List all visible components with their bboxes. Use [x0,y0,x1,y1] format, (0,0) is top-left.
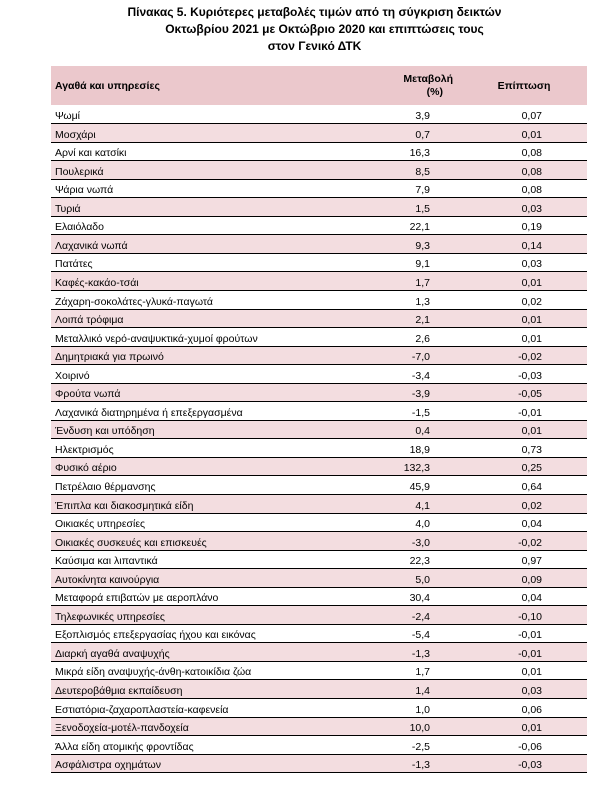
cell-change-percent: 132,3 [328,457,461,476]
cell-item-name: Λοιπά τρόφιμα [51,309,328,328]
cell-change-percent: 22,1 [328,216,461,235]
cell-impact: -0,01 [461,643,587,662]
cell-change-percent: -1,3 [328,643,461,662]
cell-impact: 0,73 [461,439,587,458]
table-row [51,457,587,476]
header-change-line-1: Μεταβολή [403,72,453,85]
table-row [51,105,587,124]
cell-item-name: Τηλεφωνικές υπηρεσίες [51,606,328,625]
table-row [51,420,587,439]
table-title-line-3: στον Γενικό ΔΤΚ [267,39,362,53]
cell-item-name: Άλλα είδη ατομικής φροντίδας [51,736,328,755]
cell-change-percent: -1,3 [328,754,461,773]
cell-item-name: Δημητριακά για πρωινό [51,346,328,365]
cell-change-percent: 5,0 [328,569,461,588]
cell-item-name: Ελαιόλαδο [51,216,328,235]
table-row [51,142,587,161]
cell-change-percent: 4,1 [328,494,461,513]
cell-impact: 0,08 [461,142,587,161]
cell-impact: 0,97 [461,550,587,569]
table-row [51,643,587,662]
cell-item-name: Εξοπλισμός επεξεργασίας ήχου και εικόνας [51,624,328,643]
cell-item-name: Μεταφορά επιβατών με αεροπλάνο [51,587,328,606]
table-row [51,569,587,588]
cell-impact: 0,01 [461,328,587,347]
table-row [51,253,587,272]
cell-impact: 0,04 [461,587,587,606]
cell-change-percent: 9,1 [328,253,461,272]
table-row [51,161,587,180]
cell-change-percent: 18,9 [328,439,461,458]
cell-item-name: Φρούτα νωπά [51,383,328,402]
cell-impact: -0,03 [461,365,587,384]
table-row [51,624,587,643]
cell-impact: 0,04 [461,513,587,532]
cell-impact: 0,06 [461,699,587,718]
cell-change-percent: -2,5 [328,736,461,755]
header-change-line-2: (%) [426,85,443,98]
cell-change-percent: 1,7 [328,661,461,680]
table-row [51,124,587,143]
cell-impact: 0,01 [461,309,587,328]
table-row [51,550,587,569]
table-row [51,272,587,291]
cell-item-name: Πετρέλαιο θέρμανσης [51,476,328,495]
cell-impact: -0,02 [461,532,587,551]
table-title-line-2: Οκτωβρίου 2021 με Οκτώβριο 2020 και επιπτώσεις τους [165,22,484,36]
cell-change-percent: 1,5 [328,198,461,217]
table-row [51,717,587,736]
table-title [0,4,609,55]
cell-item-name: Ξενοδοχεία-μοτέλ-πανδοχεία [51,717,328,736]
cell-impact: 0,25 [461,457,587,476]
cell-item-name: Μικρά είδη αναψυχής-άνθη-κατοικίδια ζώα [51,661,328,680]
cell-impact: 0,03 [461,198,587,217]
cell-change-percent: 2,6 [328,328,461,347]
cell-item-name: Πατάτες [51,253,328,272]
cell-change-percent: -3,9 [328,383,461,402]
cell-impact: 0,03 [461,680,587,699]
cell-item-name: Ασφάλιστρα οχημάτων [51,754,328,773]
cell-item-name: Οικιακές υπηρεσίες [51,513,328,532]
cell-change-percent: -3,0 [328,532,461,551]
cell-impact: -0,05 [461,383,587,402]
cell-item-name: Ένδυση και υπόδηση [51,420,328,439]
cell-impact: 0,09 [461,569,587,588]
table-row [51,606,587,625]
cell-change-percent: 2,1 [328,309,461,328]
cell-impact: -0,01 [461,402,587,421]
table-row [51,476,587,495]
table-row [51,661,587,680]
cell-item-name: Έπιπλα και διακοσμητικά είδη [51,494,328,513]
cell-item-name: Τυριά [51,198,328,217]
header-impact: Επίπτωση [497,79,551,92]
cell-change-percent: 0,4 [328,420,461,439]
table-row [51,754,587,773]
cell-item-name: Λαχανικά διατηρημένα ή επεξεργασμένα [51,402,328,421]
cell-item-name: Διαρκή αγαθά αναψυχής [51,643,328,662]
table-row [51,235,587,254]
cell-change-percent: 1,7 [328,272,461,291]
cell-impact: 0,01 [461,124,587,143]
cell-impact: 0,14 [461,235,587,254]
cell-item-name: Μοσχάρι [51,124,328,143]
cell-change-percent: 9,3 [328,235,461,254]
cell-change-percent: 1,3 [328,290,461,309]
cell-item-name: Αυτοκίνητα καινούργια [51,569,328,588]
cell-impact: 0,07 [461,105,587,124]
cell-impact: -0,02 [461,346,587,365]
cell-item-name: Πουλερικά [51,161,328,180]
table-body [51,105,587,773]
header-goods-services: Αγαθά και υπηρεσίες [55,79,160,92]
cell-change-percent: 7,9 [328,179,461,198]
table-row [51,699,587,718]
cell-change-percent: 30,4 [328,587,461,606]
table-row [51,402,587,421]
cell-impact: -0,01 [461,624,587,643]
cell-change-percent: -1,5 [328,402,461,421]
cell-impact: 0,01 [461,272,587,291]
cell-impact: 0,08 [461,179,587,198]
cell-item-name: Δευτεροβάθμια εκπαίδευση [51,680,328,699]
table-row [51,346,587,365]
cell-change-percent: 3,9 [328,105,461,124]
cell-item-name: Καύσιμα και λιπαντικά [51,550,328,569]
cell-change-percent: 8,5 [328,161,461,180]
table-row [51,439,587,458]
table-row [51,680,587,699]
cell-impact: 0,02 [461,290,587,309]
cell-change-percent: 1,0 [328,699,461,718]
cell-item-name: Φυσικό αέριο [51,457,328,476]
table-row [51,365,587,384]
cell-item-name: Ψάρια νωπά [51,179,328,198]
table-row [51,736,587,755]
cell-item-name: Ψωμί [51,105,328,124]
cell-item-name: Οικιακές συσκευές και επισκευές [51,532,328,551]
table-header-row [51,66,587,105]
cell-impact: -0,06 [461,736,587,755]
cell-impact: 0,08 [461,161,587,180]
table-row [51,494,587,513]
cell-change-percent: 22,3 [328,550,461,569]
cell-impact: 0,02 [461,494,587,513]
cell-change-percent: 1,4 [328,680,461,699]
cell-item-name: Λαχανικά νωπά [51,235,328,254]
cell-impact: 0,01 [461,420,587,439]
header-change [328,66,461,105]
cell-item-name: Ζάχαρη-σοκολάτες-γλυκά-παγωτά [51,290,328,309]
cell-item-name: Χοιρινό [51,365,328,384]
table-row [51,587,587,606]
table-row [51,513,587,532]
cell-item-name: Μεταλλικό νερό-αναψυκτικά-χυμοί φρούτων [51,328,328,347]
table-row [51,383,587,402]
cell-impact: -0,10 [461,606,587,625]
cell-item-name: Καφές-κακάο-τσάι [51,272,328,291]
table-row [51,179,587,198]
cell-impact: 0,19 [461,216,587,235]
table-row [51,309,587,328]
cell-impact: 0,01 [461,717,587,736]
cell-impact: 0,64 [461,476,587,495]
table-row [51,198,587,217]
table-title-line-1: Πίνακας 5. Κυριότερες μεταβολές τιμών από τη σύγκριση δεικτών [127,5,502,19]
cell-change-percent: 4,0 [328,513,461,532]
table-row [51,532,587,551]
price-changes-table [51,66,587,773]
cell-change-percent: -2,4 [328,606,461,625]
cell-impact: -0,03 [461,754,587,773]
table-row [51,328,587,347]
table-row [51,216,587,235]
cell-impact: 0,03 [461,253,587,272]
cell-change-percent: -5,4 [328,624,461,643]
cell-item-name: Αρνί και κατσίκι [51,142,328,161]
cell-item-name: Ηλεκτρισμός [51,439,328,458]
cell-change-percent: -7,0 [328,346,461,365]
cell-item-name: Εστιατόρια-ζαχαροπλαστεία-καφενεία [51,699,328,718]
cell-change-percent: 16,3 [328,142,461,161]
cell-impact: 0,01 [461,661,587,680]
cell-change-percent: 10,0 [328,717,461,736]
cell-change-percent: -3,4 [328,365,461,384]
cell-change-percent: 45,9 [328,476,461,495]
cell-change-percent: 0,7 [328,124,461,143]
table-row [51,290,587,309]
